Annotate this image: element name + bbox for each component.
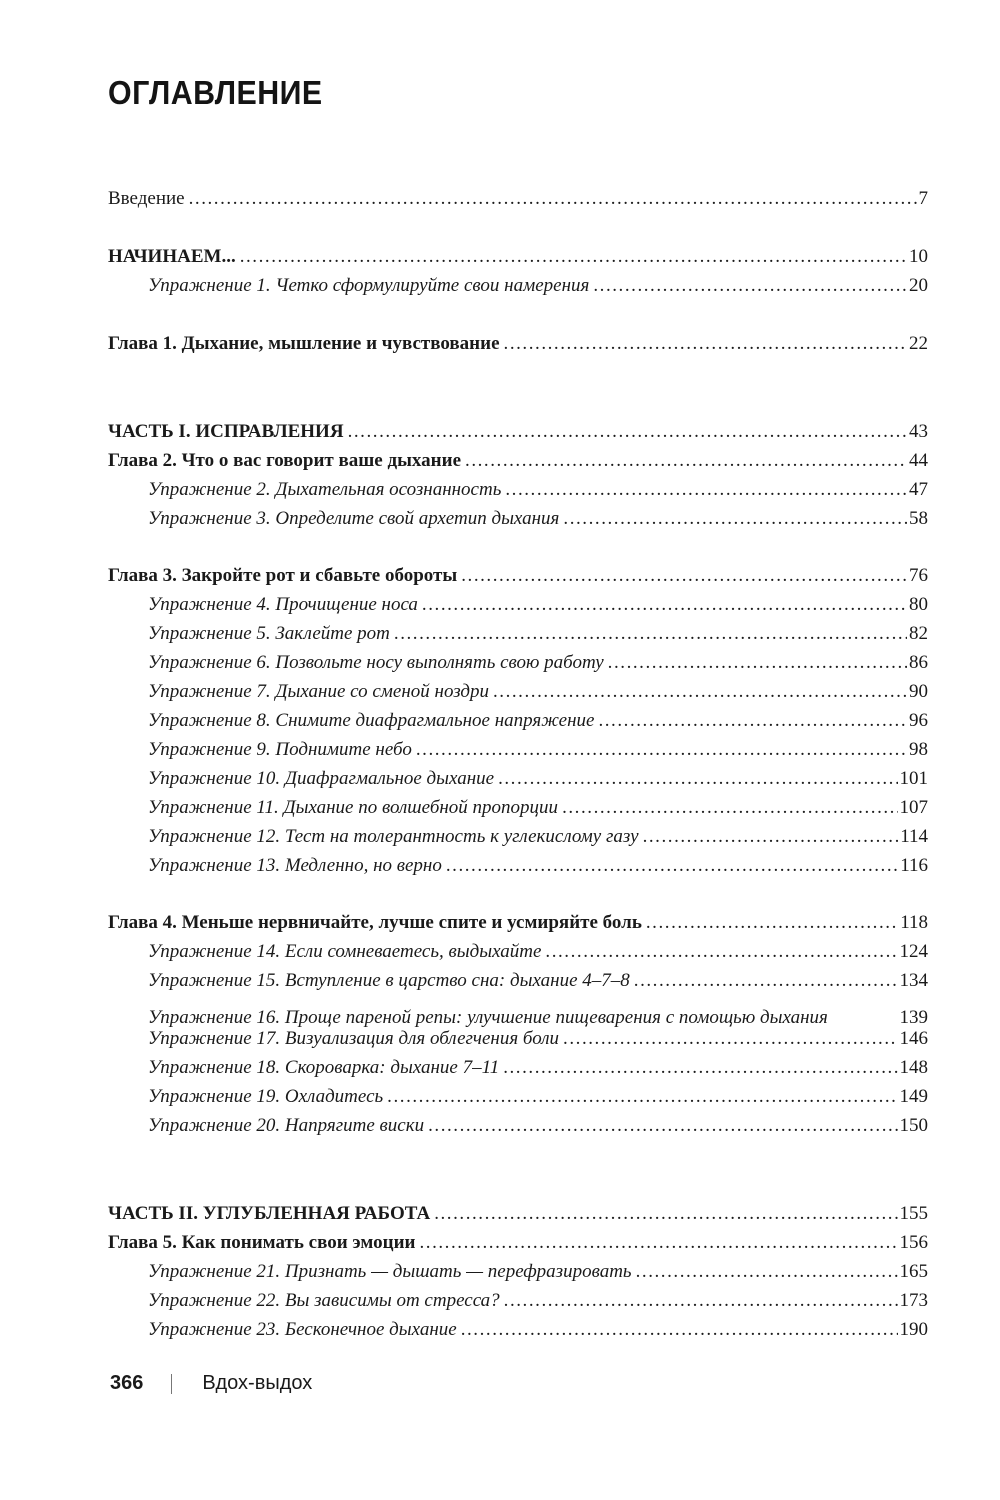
toc-exercise-entry xyxy=(148,1288,928,1314)
entry-title: ЧАСТЬ II. УГЛУБЛЕННАЯ РАБОТА xyxy=(108,1203,431,1224)
entry-title: Упражнение 12. Тест на толерантность к углекислому газу xyxy=(148,826,639,847)
dot-leader xyxy=(189,186,917,212)
toc-section-entry xyxy=(108,419,928,445)
dot-leader xyxy=(498,766,897,792)
entry-page-number: 118 xyxy=(900,912,928,933)
dot-leader xyxy=(493,679,907,705)
entry-page-number: 76 xyxy=(909,565,928,586)
footer-divider xyxy=(171,1374,172,1394)
toc-section-entry xyxy=(108,448,928,474)
toc-section-entry xyxy=(108,244,928,270)
entry-title: Упражнение 20. Напрягите виски xyxy=(148,1115,425,1136)
entry-page-number: 150 xyxy=(899,1115,928,1136)
toc-exercise-entry xyxy=(148,824,928,850)
entry-page-number: 134 xyxy=(899,970,928,991)
dot-leader xyxy=(446,853,898,879)
entry-page-number: 58 xyxy=(909,508,928,529)
dot-leader xyxy=(608,650,907,676)
toc-exercise-entry xyxy=(148,1084,928,1110)
entry-title: Упражнение 17. Визуализация для облегчения боли xyxy=(148,1028,560,1049)
toc-section-entry xyxy=(108,186,928,212)
dot-leader xyxy=(428,1113,897,1139)
entry-page-number: 7 xyxy=(918,188,928,209)
entry-page-number: 190 xyxy=(899,1319,928,1340)
dot-leader xyxy=(504,1288,898,1314)
entry-page-number: 22 xyxy=(909,333,928,354)
entry-title: Упражнение 21. Признать — дышать — перефразировать xyxy=(148,1261,632,1282)
dot-leader xyxy=(634,968,898,994)
dot-leader xyxy=(503,1055,897,1081)
dot-leader xyxy=(504,331,907,357)
entry-title: Глава 1. Дыхание, мышление и чувствование xyxy=(108,333,500,354)
entry-page-number: 90 xyxy=(909,681,928,702)
entry-title: НАЧИНАЕМ... xyxy=(108,246,236,267)
dot-leader xyxy=(387,1084,897,1110)
entry-title: Упражнение 13. Медленно, но верно xyxy=(148,855,442,876)
running-title: Вдох-выдох xyxy=(202,1372,313,1394)
dot-leader xyxy=(563,506,907,532)
entry-title: Упражнение 7. Дыхание со сменой ноздри xyxy=(148,681,489,702)
entry-page-number: 149 xyxy=(899,1086,928,1107)
toc-exercise-entry xyxy=(148,708,928,734)
toc-exercise-entry xyxy=(148,1317,928,1343)
entry-title: Упражнение 3. Определите свой архетип дыхания xyxy=(148,508,560,529)
entry-title: Глава 5. Как понимать свои эмоции xyxy=(108,1232,416,1253)
dot-leader xyxy=(461,563,907,589)
entry-page-number: 44 xyxy=(909,450,928,471)
entry-page-number: 80 xyxy=(909,594,928,615)
dot-leader xyxy=(394,621,907,647)
toc-section-entry xyxy=(108,331,928,357)
dot-leader xyxy=(240,244,907,270)
entry-title: Упражнение 4. Прочищение носа xyxy=(148,594,418,615)
dot-leader xyxy=(505,477,907,503)
page-footer xyxy=(110,1372,312,1395)
toc-exercise-entry xyxy=(148,766,928,792)
entry-title: Упражнение 8. Снимите диафрагмальное напряжение xyxy=(148,710,595,731)
entry-title: Введение xyxy=(108,188,185,209)
entry-title: Упражнение 2. Дыхательная осознанность xyxy=(148,479,502,500)
entry-title: Упражнение 11. Дыхание по волшебной пропорции xyxy=(148,797,559,818)
toc-exercise-entry xyxy=(148,477,928,503)
entry-page-number: 156 xyxy=(899,1232,928,1253)
toc-exercise-entry xyxy=(148,650,928,676)
dot-leader xyxy=(562,795,897,821)
dot-leader xyxy=(646,910,898,936)
entry-title: Упражнение 23. Бесконечное дыхание xyxy=(148,1319,457,1340)
toc-exercise-entry xyxy=(148,968,928,994)
entry-title: Упражнение 9. Поднимите небо xyxy=(148,739,412,760)
entry-title: Глава 2. Что о вас говорит ваше дыхание xyxy=(108,450,462,471)
entry-page-number: 165 xyxy=(899,1261,928,1282)
dot-leader xyxy=(465,448,907,474)
toc-exercise-entry xyxy=(148,939,928,965)
toc-exercise-entry xyxy=(148,853,928,879)
entry-title: Упражнение 16. Проще пареной репы: улучшение пищеварения с помощью дыхания xyxy=(148,1007,828,1028)
page-number: 366 xyxy=(110,1372,144,1394)
dot-leader xyxy=(593,273,907,299)
toc-exercise-entry xyxy=(148,1055,928,1081)
entry-page-number: 101 xyxy=(899,768,928,789)
toc-section-entry xyxy=(108,910,928,936)
toc-exercise-entry xyxy=(148,1113,928,1139)
entry-page-number: 82 xyxy=(909,623,928,644)
dot-leader xyxy=(832,997,898,1023)
dot-leader xyxy=(348,419,907,445)
entry-page-number: 98 xyxy=(909,739,928,760)
entry-page-number: 20 xyxy=(909,275,928,296)
toc-section-entry xyxy=(108,1201,928,1227)
entry-page-number: 107 xyxy=(899,797,928,818)
dot-leader xyxy=(598,708,907,734)
entry-title: Упражнение 19. Охладитесь xyxy=(148,1086,384,1107)
entry-title: Упражнение 6. Позвольте носу выполнять свою работу xyxy=(148,652,604,673)
entry-page-number: 116 xyxy=(900,855,928,876)
entry-title: Упражнение 22. Вы зависимы от стресса? xyxy=(148,1290,500,1311)
toc-exercise-entry xyxy=(148,795,928,821)
toc-exercise-entry xyxy=(148,621,928,647)
toc-exercise-entry xyxy=(148,592,928,618)
dot-leader xyxy=(545,939,897,965)
entry-title: Упражнение 18. Скороварка: дыхание 7–11 xyxy=(148,1057,500,1078)
entry-title: Упражнение 5. Заклейте рот xyxy=(148,623,390,644)
dot-leader xyxy=(643,824,899,850)
toc-exercise-entry xyxy=(148,679,928,705)
toc-exercise-entry xyxy=(148,997,928,1028)
dot-leader xyxy=(422,592,907,618)
entry-title: Упражнение 14. Если сомневаетесь, выдыхайте xyxy=(148,941,542,962)
entry-page-number: 96 xyxy=(909,710,928,731)
toc-exercise-entry xyxy=(148,506,928,532)
entry-page-number: 47 xyxy=(909,479,928,500)
entry-page-number: 155 xyxy=(899,1203,928,1224)
entry-page-number: 86 xyxy=(909,652,928,673)
entry-page-number: 139 xyxy=(899,1007,928,1028)
dot-leader xyxy=(419,1230,897,1256)
toc-section-entry xyxy=(108,1230,928,1256)
entry-title: Упражнение 10. Диафрагмальное дыхание xyxy=(148,768,495,789)
dot-leader xyxy=(636,1259,898,1285)
toc-exercise-entry xyxy=(148,737,928,763)
entry-title: Глава 3. Закройте рот и сбавьте обороты xyxy=(108,565,458,586)
entry-title: Глава 4. Меньше нервничайте, лучше спите и усмиряйте боль xyxy=(108,912,642,933)
entry-title: Упражнение 1. Четко сформулируйте свои намерения xyxy=(148,275,590,296)
toc-exercise-entry xyxy=(148,273,928,299)
entry-page-number: 148 xyxy=(899,1057,928,1078)
entry-page-number: 114 xyxy=(900,826,928,847)
dot-leader xyxy=(416,737,907,763)
entry-title: ЧАСТЬ I. ИСПРАВЛЕНИЯ xyxy=(108,421,344,442)
dot-leader xyxy=(434,1201,897,1227)
page-title: ОГЛАВЛЕНИЕ xyxy=(108,74,323,111)
toc-exercise-entry xyxy=(148,1259,928,1285)
entry-page-number: 173 xyxy=(899,1290,928,1311)
toc-section-entry xyxy=(108,563,928,589)
entry-page-number: 10 xyxy=(909,246,928,267)
entry-title: Упражнение 15. Вступление в царство сна: дыхание 4–7–8 xyxy=(148,970,630,991)
dot-leader xyxy=(461,1317,898,1343)
entry-page-number: 124 xyxy=(899,941,928,962)
dot-leader xyxy=(563,1026,897,1052)
entry-page-number: 146 xyxy=(899,1028,928,1049)
entry-page-number: 43 xyxy=(909,421,928,442)
toc-exercise-entry xyxy=(148,1026,928,1052)
